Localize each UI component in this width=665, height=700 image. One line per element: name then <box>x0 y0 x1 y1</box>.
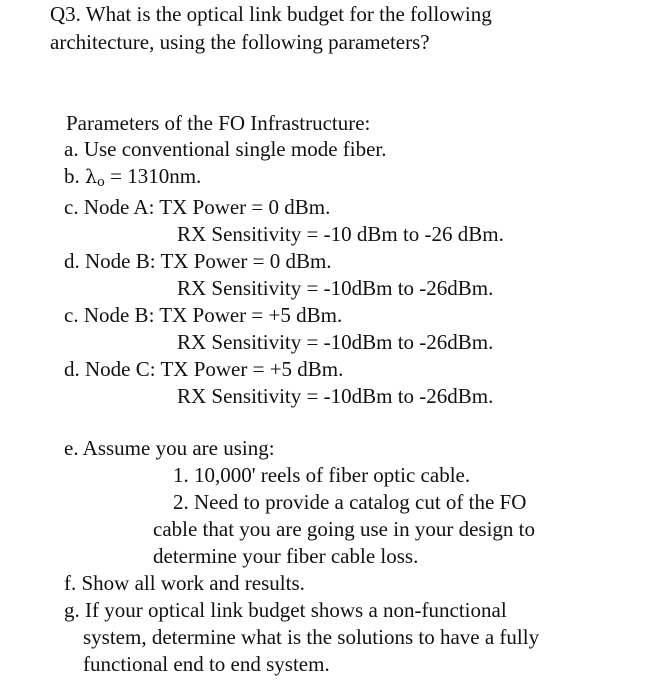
param-d-node-b: d. Node B: TX Power = 0 dBm. <box>64 249 332 273</box>
param-c-node-b-rx: RX Sensitivity = -10dBm to -26dBm. <box>177 330 494 354</box>
lambda-symbol <box>85 166 105 188</box>
assume-e: e. Assume you are using: <box>64 436 275 460</box>
assume-item-2-line-3: determine your fiber cable loss. <box>153 544 419 568</box>
assume-item-2-line-1: 2. Need to provide a catalog cut of the FO <box>173 490 527 514</box>
param-c-node-a-rx: RX Sensitivity = -10 dBm to -26 dBm. <box>177 222 504 246</box>
param-b-prefix: b. <box>64 164 85 188</box>
param-d-node-b-rx: RX Sensitivity = -10dBm to -26dBm. <box>177 276 494 300</box>
parameters-heading: Parameters of the FO Infrastructure: <box>66 111 371 135</box>
question-line-2: architecture, using the following parameters? <box>50 30 430 54</box>
param-b <box>64 163 201 191</box>
param-d-node-c-rx: RX Sensitivity = -10dBm to -26dBm. <box>177 384 494 408</box>
param-a: a. Use conventional single mode fiber. <box>64 137 387 161</box>
assume-g-line-1: g. If your optical link budget shows a non-functional <box>64 598 507 622</box>
question-line-1: Q3. What is the optical link budget for the following <box>50 2 492 26</box>
param-c-node-b: c. Node B: TX Power = +5 dBm. <box>64 303 343 327</box>
lambda-glyph: λ <box>85 166 98 188</box>
assume-item-1: 1. 10,000' reels of fiber optic cable. <box>173 463 471 487</box>
param-d-node-c: d. Node C: TX Power = +5 dBm. <box>64 357 344 381</box>
param-c-node-a: c. Node A: TX Power = 0 dBm. <box>64 195 331 219</box>
lambda-subscript: o <box>97 175 105 190</box>
assume-g-line-2: system, determine what is the solutions to have a fully <box>83 625 540 649</box>
assume-g-line-3: functional end to end system. <box>83 652 330 676</box>
assume-f: f. Show all work and results. <box>64 571 305 595</box>
assume-item-2-line-2: cable that you are going use in your design to <box>153 517 535 541</box>
param-b-value: = 1310nm. <box>110 164 202 188</box>
